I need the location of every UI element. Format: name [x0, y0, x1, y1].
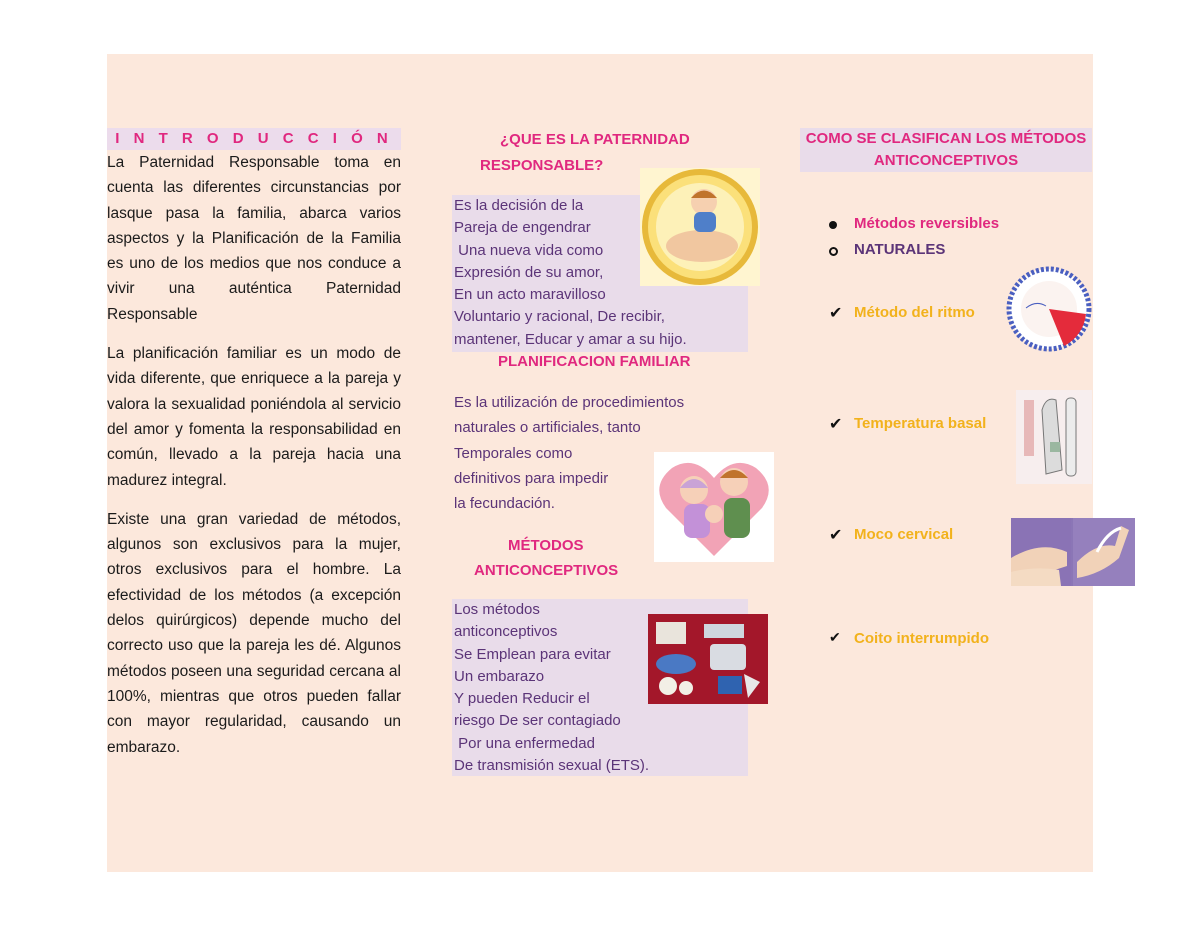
paternidad-line: En un acto maravilloso	[454, 286, 606, 304]
family-heart-image	[654, 452, 774, 562]
metodos-line: Los métodos	[454, 601, 540, 618]
coito-label: Coito interrumpido	[854, 630, 989, 647]
mother-child-image	[640, 168, 760, 286]
metodos-title-2: ANTICONCEPTIVOS	[474, 562, 619, 579]
planificacion-line: definitivos para impedir	[454, 469, 609, 487]
checkmark-icon: ✔	[829, 629, 841, 645]
metodos-line: Por una enfermedad	[454, 734, 595, 752]
metodos-line: De transmisión sexual (ETS).	[454, 757, 650, 775]
paternidad-title-1: ¿QUE ES LA PATERNIDAD	[500, 131, 690, 148]
clasificacion-title-2: ANTICONCEPTIVOS	[873, 152, 1019, 169]
metodos-line: riesgo De ser contagiado	[454, 712, 621, 730]
checkmark-icon: ✔	[829, 416, 843, 433]
intro-paragraph-3: Existe una gran variedad de métodos, algunos son exclusivos para la mujer, otros exclusivos para el hombre. La efectividad de los métodos (a excepción delos quirúrgicos) depende mucho del correcto uso que la pareja les dé. Algunos métodos poseen una seguridad cercana al 100%, mientras que otros pueden fallar con mayor regularidad, causando un embarazo.	[107, 510, 401, 756]
rhythm-calendar-image	[1006, 266, 1092, 352]
temperatura-label: Temperatura basal	[854, 415, 987, 432]
paternidad-line: Voluntario y racional, De recibir,	[454, 308, 665, 326]
cervical-mucus-image	[1011, 518, 1135, 586]
thermometer-image	[1016, 390, 1092, 484]
ritmo-label: Método del ritmo	[854, 304, 975, 321]
reversibles-label: Métodos reversibles	[854, 215, 1000, 232]
paternidad-line: Es la decisión de la	[454, 197, 584, 214]
planificacion-line: la fecundación.	[454, 495, 555, 513]
contraceptives-image	[648, 614, 768, 704]
planificacion-line: naturales o artificiales, tanto	[454, 419, 641, 437]
moco-label: Moco cervical	[854, 526, 954, 543]
metodos-line: Se Emplean para evitar	[454, 645, 611, 663]
clasificacion-title-1: COMO SE CLASIFICAN LOS MÉTODOS	[805, 130, 1087, 147]
bullet-filled-icon	[829, 221, 837, 229]
paternidad-title-2: RESPONSABLE?	[480, 157, 604, 174]
planificacion-title: PLANIFICACION FAMILIAR	[498, 353, 691, 370]
bullet-hollow-icon	[829, 247, 838, 256]
metodos-line: Y pueden Reducir el	[454, 690, 590, 708]
intro-paragraph-1: La Paternidad Responsable toma en cuenta las diferentes circunstancias por lasque pasa la familia, abarca varios aspectos y la Planificación de la Familia es uno de los medios que nos conduce a vivir una auténtica Paternidad Responsable	[107, 154, 401, 323]
paternidad-line: mantener, Educar y amar a su hijo.	[454, 330, 687, 348]
naturales-label: NATURALES	[854, 241, 946, 258]
checkmark-icon: ✔	[829, 305, 843, 322]
metodos-line: anticonceptivos	[454, 623, 558, 641]
intro-column	[107, 128, 401, 760]
paternidad-line: Expresión de su amor,	[454, 263, 604, 281]
checkmark-icon: ✔	[829, 527, 843, 544]
intro-paragraph-2: La planificación familiar es un modo de vida diferente, que enriquece a la pareja y valora la sexualidad poniéndola al servicio del amor y fomenta la responsabilidad en común, llevado a la pareja hacia una madurez integral.	[107, 345, 401, 489]
metodos-title-1: MÉTODOS	[508, 537, 584, 554]
planificacion-line: Es la utilización de procedimientos	[454, 394, 685, 411]
intro-heading: I N T R O D U C C I Ó N	[107, 128, 401, 150]
paternidad-line: Pareja de engendrar	[454, 219, 591, 237]
metodos-line: Un embarazo	[454, 667, 545, 685]
paternidad-line: Una nueva vida como	[454, 241, 604, 259]
planificacion-line: Temporales como	[454, 444, 573, 462]
